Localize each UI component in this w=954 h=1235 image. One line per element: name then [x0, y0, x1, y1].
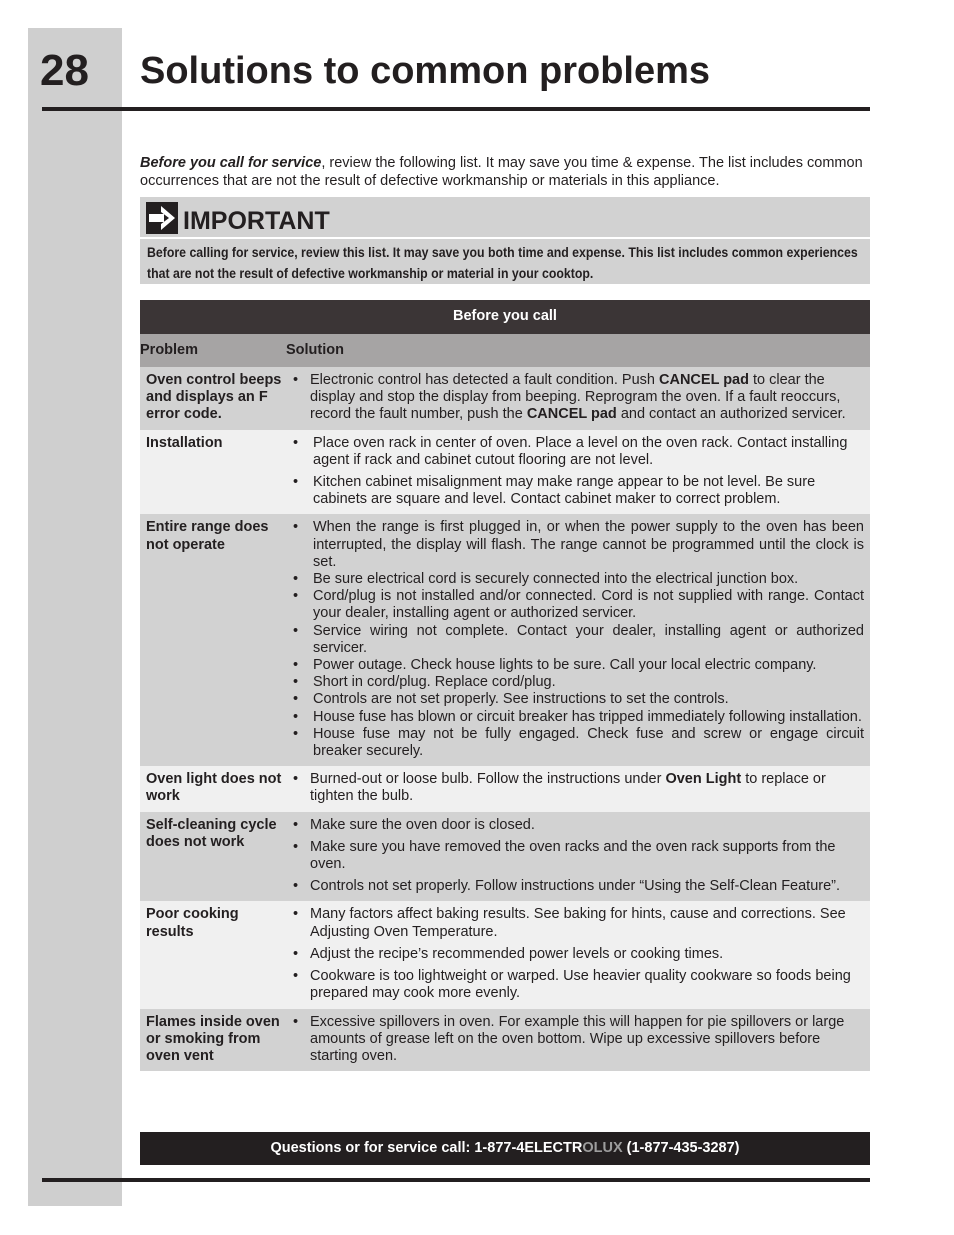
solution-cell [286, 514, 870, 766]
problem-cell: Entire range does not operate [140, 514, 286, 766]
solution-list [293, 435, 864, 509]
problem-cell: Self-cleaning cycle does not work [140, 812, 286, 902]
solution-list [293, 817, 864, 896]
solution-text: and contact an authorized servicer. [616, 406, 846, 423]
solution-item: • Adjust the recipe’s recommended power levels or cooking times. [293, 946, 864, 963]
problem-cell: Poor cooking results [140, 901, 286, 1008]
solution-emphasis: CANCEL pad [526, 406, 617, 423]
solution-item: • Be sure electrical cord is securely connected into the electrical junction box. [293, 571, 864, 588]
solution-cell [286, 430, 870, 515]
table-banner: Before you call [140, 300, 870, 334]
solution-item: • Controls not set properly. Follow instructions under “Using the Self-Clean Feature”. [293, 878, 864, 895]
service-call-text: Questions or for service call: 1-877-4ELECTR [270, 1140, 583, 1156]
solution-item: • Make sure you have removed the oven racks and the oven rack supports from the oven. [293, 839, 864, 873]
solution-item: • Place oven rack in center of oven. Place a level on the oven rack. Contact installing agent if rack and cabinet cutout flooring are not level. [293, 435, 864, 469]
solution-cell [286, 812, 870, 902]
solution-emphasis: Oven Light [665, 771, 742, 788]
solution-item: • House fuse may not be fully engaged. Check fuse and screw or engage circuit breaker securely. [293, 726, 864, 760]
solution-item: • House fuse has blown or circuit breaker has tripped immediately following installation. [293, 709, 864, 726]
problem-cell: Oven control beeps and displays an F error code. [140, 367, 286, 430]
table-row [140, 430, 870, 515]
important-label: IMPORTANT [183, 207, 330, 235]
table-row [140, 766, 870, 811]
footer-rule [42, 1178, 870, 1182]
table-row [140, 367, 870, 430]
solution-item: • Cord/plug is not installed and/or connected. Cord is not supplied with range. Contact your dealer, installing agent or authorized servicer. [293, 588, 864, 622]
title-rule [42, 107, 870, 111]
solution-list [293, 771, 864, 805]
important-header [140, 197, 870, 237]
page-number: 28 [40, 46, 89, 95]
solution-item: • Many factors affect baking results. See baking for hints, cause and corrections. See Adjusting Oven Temperature. [293, 906, 864, 940]
column-header-solution: Solution [286, 334, 870, 367]
table-row [140, 1009, 870, 1072]
solution-cell [286, 766, 870, 811]
solution-item: • Kitchen cabinet misalignment may make range appear to be not level. Be sure cabinets are square and level. Contact cabinet maker to correct problem. [293, 474, 864, 508]
service-call-number: (1-877-435-3287) [622, 1140, 740, 1156]
solution-text: to clear the display and stop the display from beeping. Reprogram the oven. If a fault reoccurs, record the fault number, push the [310, 372, 841, 423]
solution-item: • Controls are not set properly. See instructions to set the controls. [293, 691, 864, 708]
solution-item: • Cookware is too lightweight or warped. Use heavier quality cookware so foods being prepared may cook more evenly. [293, 968, 864, 1002]
column-header-problem: Problem [140, 334, 286, 367]
solution-list [293, 519, 864, 760]
solution-item: • Service wiring not complete. Contact your dealer, installing agent or authorized servicer. [293, 623, 864, 657]
solution-text: Burned-out or loose bulb. Follow the instructions under [310, 771, 666, 788]
solution-item: • Excessive spillovers in oven. For example this will happen for pie spillovers or large amounts of grease left on the oven bottom. Wipe up excessive spillovers before starting oven. [293, 1014, 864, 1066]
brand-accent-text: OLUX [582, 1140, 623, 1156]
solution-emphasis: CANCEL pad [659, 372, 749, 388]
solution-item: • Make sure the oven door is closed. [293, 817, 864, 834]
important-text: Before calling for service, review this list. It may save you both time and expense. This list includes common experiences that are not the result of defective workmanship or material in your cooktop. [147, 244, 858, 281]
solution-text: to replace or tighten the bulb. [310, 771, 826, 805]
solution-cell [286, 1009, 870, 1072]
arrow-right-icon [146, 202, 178, 234]
solution-item: • Power outage. Check house lights to be sure. Call your local electric company. [293, 657, 864, 674]
intro-lead: Before you call for service [140, 155, 322, 171]
table-banner-row [140, 300, 870, 334]
table-header-row [140, 334, 870, 367]
table-row [140, 812, 870, 902]
problem-cell: Oven light does not work [140, 766, 286, 811]
solution-cell [286, 901, 870, 1008]
solution-list [293, 1014, 864, 1066]
solution-cell [286, 367, 870, 430]
solution-item: • When the range is first plugged in, or when the power supply to the oven has been interrupted, the display will flash. The range cannot be programmed until the clock is set. [293, 519, 864, 571]
problem-cell: Flames inside oven or smoking from oven vent [140, 1009, 286, 1072]
table-row [140, 901, 870, 1008]
solution-text: Electronic control has detected a fault condition. Push [310, 372, 660, 388]
troubleshooting-table [140, 300, 870, 1071]
intro-text: , review the following list. It may save you time & expense. The list includes common occurrences that are not the result of defective workmanship or materials in this appliance. [140, 155, 863, 189]
page-title: Solutions to common problems [140, 50, 711, 92]
solution-list [293, 906, 864, 1002]
solution-list [293, 372, 864, 424]
important-notice [140, 239, 870, 284]
table-row [140, 514, 870, 766]
solution-item [293, 771, 864, 805]
service-call-bar [140, 1132, 870, 1165]
solution-item: • Short in cord/plug. Replace cord/plug. [293, 674, 864, 691]
problem-cell: Installation [140, 430, 286, 515]
solution-item [293, 372, 864, 424]
page-sidebar-band [28, 28, 122, 1206]
intro-paragraph [140, 154, 868, 190]
